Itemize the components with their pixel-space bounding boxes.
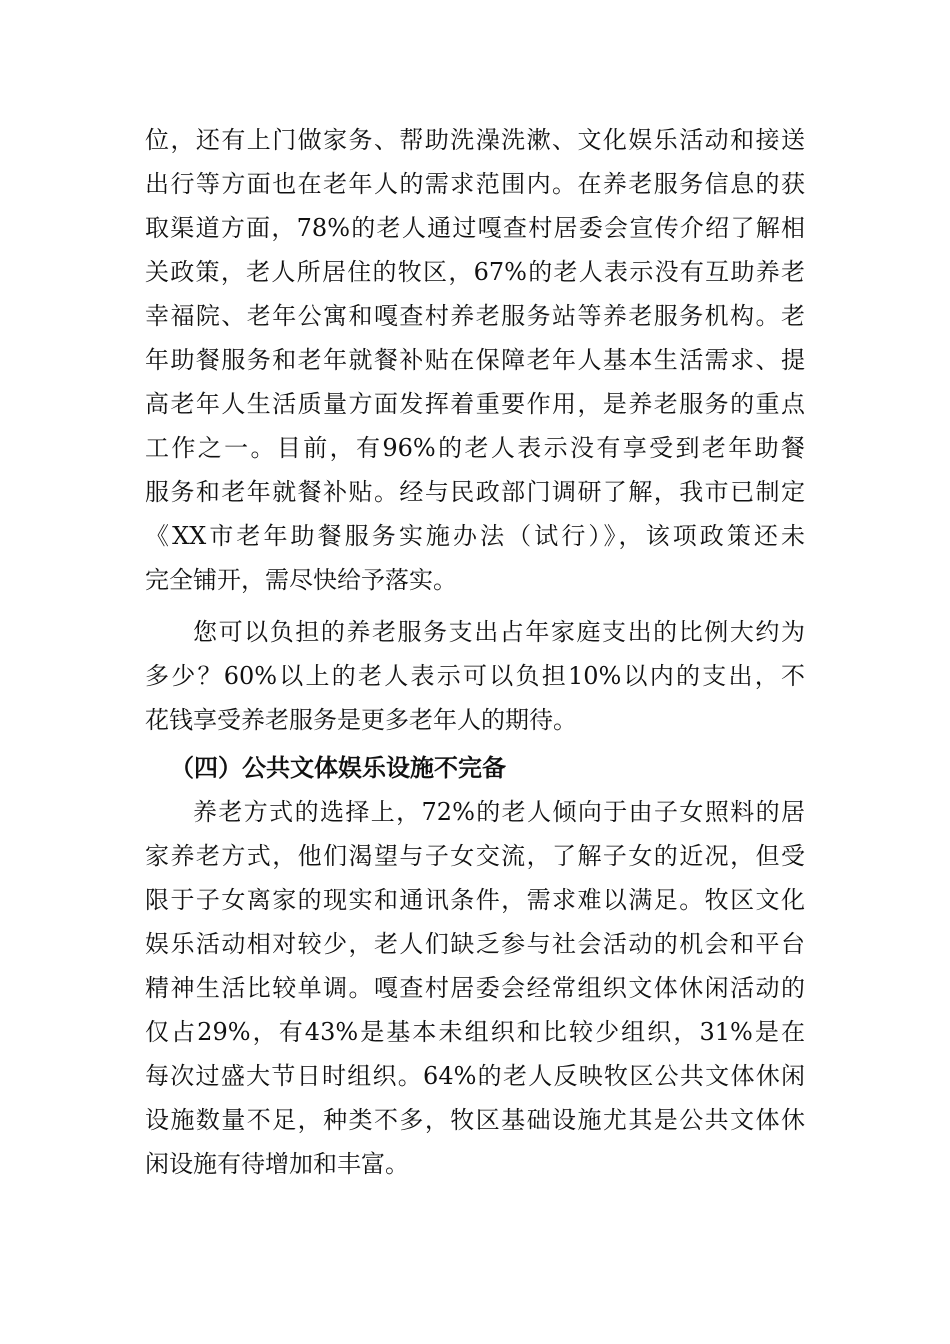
text-line: 年助餐服务和老年就餐补贴在保障老年人基本生活需求、提 [145, 346, 805, 374]
text-line: 娱乐活动相对较少，老人们缺乏参与社会活动的机会和平台 [145, 930, 805, 958]
text-line: 仅占29%，有43%是基本未组织和比较少组织，31%是在 [145, 1018, 805, 1046]
text-line: 幸福院、老年公寓和嘎查村养老服务站等养老服务机构。老 [145, 302, 805, 330]
text-line: 多少？60%以上的老人表示可以负担10%以内的支出，不 [145, 662, 805, 690]
text-line: 精神生活比较单调。嘎查村居委会经常组织文体休闲活动的 [145, 974, 805, 1002]
text-line: 限于子女离家的现实和通讯条件，需求难以满足。牧区文化 [145, 886, 805, 914]
text-line: 服务和老年就餐补贴。经与民政部门调研了解，我市已制定 [145, 478, 805, 506]
text-line: 花钱享受养老服务是更多老年人的期待。 [145, 706, 577, 734]
section-heading: （四）公共文体娱乐设施不完备 [170, 753, 506, 782]
text-line: 工作之一。目前，有96%的老人表示没有享受到老年助餐 [145, 434, 805, 462]
text-line: 取渠道方面，78%的老人通过嘎查村居委会宣传介绍了解相 [145, 214, 805, 242]
text-line: 您可以负担的养老服务支出占年家庭支出的比例大约为 [193, 618, 805, 646]
text-line: 家养老方式，他们渴望与子女交流，了解子女的近况，但受 [145, 842, 805, 870]
text-line: 养老方式的选择上，72%的老人倾向于由子女照料的居 [193, 798, 805, 826]
text-line: 设施数量不足，种类不多，牧区基础设施尤其是公共文体休 [145, 1106, 805, 1134]
text-line: 高老年人生活质量方面发挥着重要作用，是养老服务的重点 [145, 390, 805, 418]
text-line: 位，还有上门做家务、帮助洗澡洗漱、文化娱乐活动和接送 [145, 126, 805, 154]
text-line: 完全铺开，需尽快给予落实。 [145, 566, 457, 594]
text-line: 《XX市老年助餐服务实施办法（试行）》，该项政策还未 [145, 522, 805, 550]
text-line: 闲设施有待增加和丰富。 [145, 1150, 409, 1178]
text-line: 出行等方面也在老年人的需求范围内。在养老服务信息的获 [145, 170, 805, 198]
text-line: 每次过盛大节日时组织。64%的老人反映牧区公共文体休闲 [145, 1062, 805, 1090]
text-line: 关政策，老人所居住的牧区，67%的老人表示没有互助养老 [145, 258, 805, 286]
